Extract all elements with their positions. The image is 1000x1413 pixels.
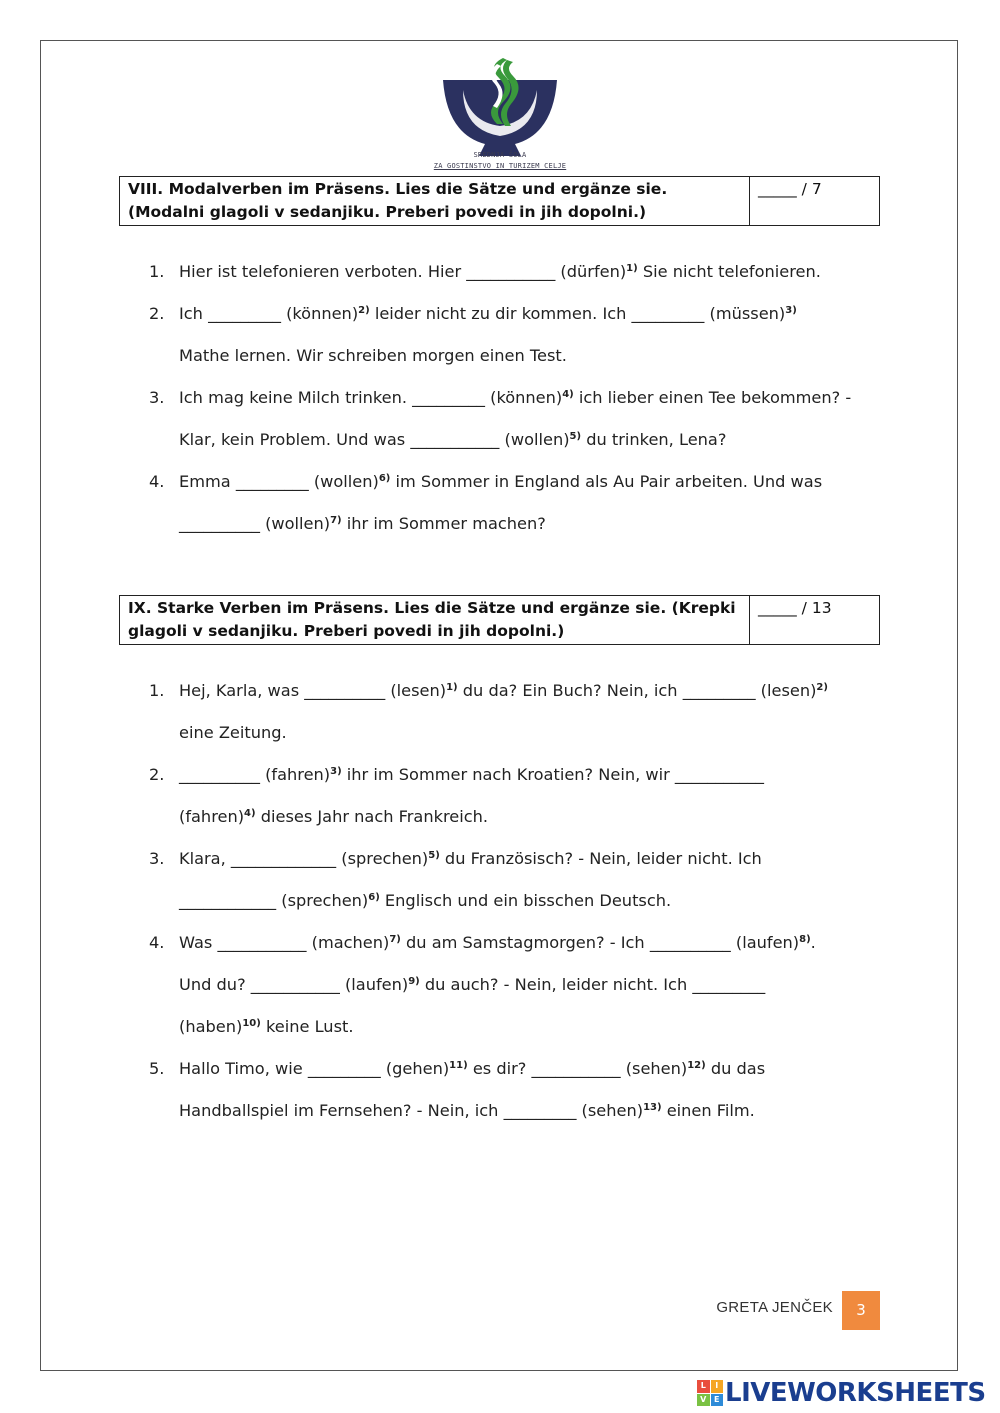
gap-number: 10) [242,1018,261,1029]
logo-letter-tile: L [697,1380,710,1393]
gap-number: 6) [378,473,391,484]
gap-number: 3) [785,305,797,316]
gap-number: 5) [569,431,582,442]
gap-number: 1) [626,263,638,274]
logo-letter-tile: V [697,1394,710,1407]
exercise-number: 4. [149,933,165,952]
logo-caption-line1: SREDNJA ŠOLA [473,151,527,159]
section-9-exercise-1 [140,670,900,754]
exercise-line: __________ (fahren)$^{3)}$ ihr im Sommer nach Kroatien? Nein, wir ___________ [179,765,764,784]
exercise-number: 3. [149,388,165,407]
exercise-line: Ich mag keine Milch trinken. _________ (können)$^{4)}$ ich lieber einen Tee bekommen? - [179,388,852,407]
exercise-number: 1. [149,262,165,281]
logo-caption [400,150,600,172]
gap-number: 3) [330,766,342,777]
logo-letter-tile: E [711,1394,724,1407]
exercise-line: ____________ (sprechen)$^{6)}$ Englisch und ein bisschen Deutsch. [179,891,672,910]
author-name: GRETA JENČEK [716,1299,833,1316]
exercise-line: Handballspiel im Fernsehen? - Nein, ich _________ (sehen)$^{13)}$ einen Film. [179,1101,755,1120]
section-8-exercise-4 [140,461,900,545]
section-9-title: IX. Starke Verben im Präsens. Lies die Sätze und ergänze sie. (Krepki glagoli v sedanjiku. Preberi povedi in jih dopolni.) [120,596,750,644]
exercise-line: __________ (wollen)$^{7)}$ ihr im Sommer machen? [179,514,546,533]
gap-number: 2) [358,305,370,316]
logo-letter-tile: I [711,1380,724,1393]
section-8-exercise-3 [140,377,900,461]
logo-caption-line2: ZA GOSTINSTVO IN TURIZEM CELJE [433,162,567,170]
gap-number: 7) [330,515,342,526]
exercise-number: 3. [149,849,165,868]
section-9-exercise-2 [140,754,900,838]
exercise-line: Mathe lernen. Wir schreiben morgen einen Test. [179,346,567,365]
exercise-line: Hallo Timo, wie _________ (gehen)$^{11)}$ es dir? ___________ (sehen)$^{12)}$ du das [179,1059,766,1078]
exercise-line: Was ___________ (machen)$^{7)}$ du am Samstagmorgen? - Ich __________ (laufen)$^{8)}$. [179,933,816,952]
exercise-line: eine Zeitung. [179,723,287,742]
section-8-score: _____ / 7 [758,180,822,198]
exercise-line: Klar, kein Problem. Und was ___________ (wollen)$^{5)}$ du trinken, Lena? [179,430,727,449]
gap-number: 9) [408,976,420,987]
page-number-badge: 3 [842,1291,880,1330]
exercise-number: 2. [149,765,165,784]
exercise-line: Hej, Karla, was __________ (lesen)$^{1)}$ du da? Ein Buch? Nein, ich _________ (lesen)$^{2)}$ [179,681,828,700]
gap-number: 11) [449,1060,468,1071]
liveworksheets-logo-icon [697,1380,723,1406]
gap-number: 6) [368,892,380,903]
gap-number: 5) [428,850,440,861]
section-9-score: _____ / 13 [758,599,832,617]
section-9-header [119,595,880,645]
liveworksheets-text: LIVEWORKSHEETS [725,1378,986,1408]
section-9-exercise-5 [140,1048,900,1132]
section-9-exercises [140,670,900,1132]
gap-number: 2) [816,682,828,693]
exercise-number: 1. [149,681,165,700]
gap-number: 1) [446,682,458,693]
section-8-header [119,176,880,226]
exercise-number: 2. [149,304,165,323]
exercise-line: Emma _________ (wollen)$^{6)}$ im Sommer in England als Au Pair arbeiten. Und was [179,472,823,491]
gap-number: 12) [687,1060,706,1071]
exercise-line: Klara, _____________ (sprechen)$^{5)}$ du Französisch? - Nein, leider nicht. Ich [179,849,762,868]
exercise-line: (haben)$^{10)}$ keine Lust. [179,1017,354,1036]
exercise-line: Hier ist telefonieren verboten. Hier ___________ (dürfen)$^{1)}$ Sie nicht telefonieren. [179,262,821,281]
liveworksheets-watermark [697,1376,986,1410]
section-9-exercise-3 [140,838,900,922]
section-8-exercise-1 [140,251,900,293]
section-8-exercise-2 [140,293,900,377]
exercise-number: 4. [149,472,165,491]
gap-number: 13) [643,1102,662,1113]
gap-number: 7) [389,934,401,945]
section-8-exercises [140,251,900,545]
gap-number: 4) [244,808,256,819]
section-9-exercise-4 [140,922,900,1048]
gap-number: 4) [562,389,574,400]
exercise-number: 5. [149,1059,165,1078]
gap-number: 8) [799,934,811,945]
exercise-line: Und du? ___________ (laufen)$^{9)}$ du auch? - Nein, leider nicht. Ich _________ [179,975,766,994]
section-8-title: VIII. Modalverben im Präsens. Lies die Sätze und ergänze sie. (Modalni glagoli v sedanjiku. Preberi povedi in jih dopolni.) [120,177,750,225]
exercise-line: Ich _________ (können)$^{2)}$ leider nicht zu dir kommen. Ich _________ (müssen)$^{3)}$ [179,304,797,323]
exercise-line: (fahren)$^{4)}$ dieses Jahr nach Frankreich. [179,807,489,826]
